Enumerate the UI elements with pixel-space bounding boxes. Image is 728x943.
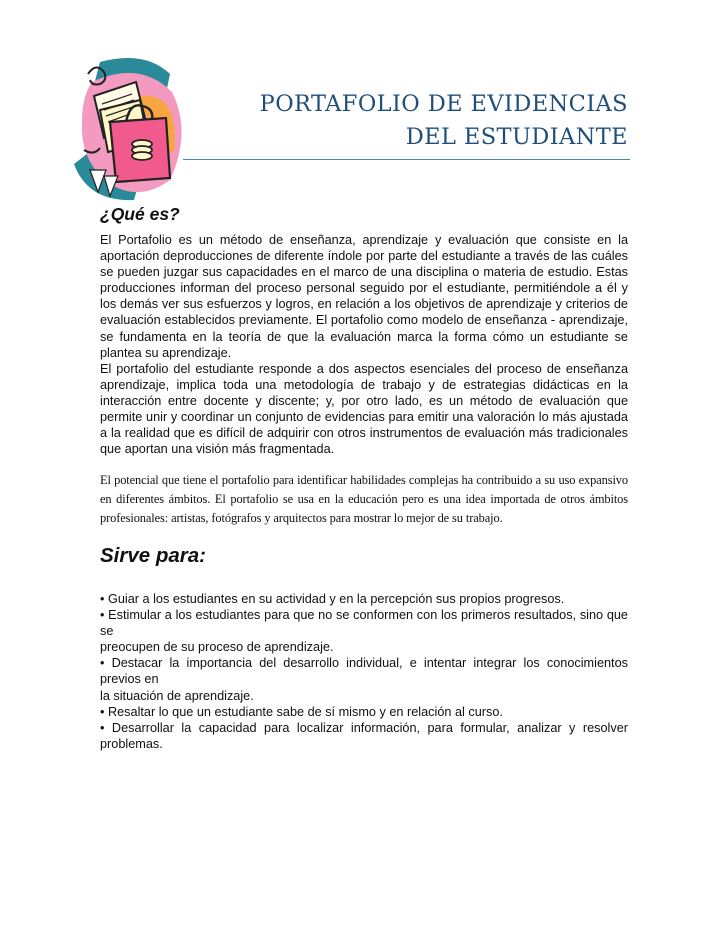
list-item [100, 607, 628, 655]
page-title [185, 88, 628, 154]
list-item-text: preocupen de su proceso de aprendizaje. [100, 640, 334, 655]
list-item [100, 591, 628, 607]
definition-block [100, 232, 628, 457]
section-purpose [100, 544, 628, 568]
section-heading-what-is: ¿Qué es? [100, 204, 180, 224]
list-item-text: • Resaltar lo que un estudiante sabe de sí mismo y en relación al curso. [100, 704, 503, 719]
list-item [100, 720, 628, 752]
potential-block [100, 471, 628, 528]
definition-paragraph-1: El Portafolio es un método de enseñanza, aprendizaje y evaluación que consiste en la aportación deproducciones de diferente índole por parte del estudiante a través de las cuáles se pueden juzgar sus capacidades en el marco de una disciplina o materia de estudio. Estas producciones informan del proceso personal seguido por el estudiante, permitiéndole a él y los demás ver sus esfuerzos y logros, en relación a los objetivos de aprendizaje y criterios de evaluación establecidos previamente. El portafolio como modelo de enseñanza - aprendizaje, se fundamenta en la teoría de que la evaluación marca la forma cómo un estudiante se plantea su aprendizaje. [100, 233, 628, 360]
title-divider [183, 159, 630, 160]
list-item-text: • Guiar a los estudiantes en su actividad y en la percepción sus propios progresos. [100, 592, 565, 606]
title-line-1: PORTAFOLIO DE EVIDENCIAS [259, 91, 628, 117]
list-item-text: • Estimular a los estudiantes para que no se conformen con los primeros resultados, sino que se [100, 608, 628, 639]
list-item-text: • Desarrollar la capacidad para localizar información, para formular, analizar y resolver problemas. [100, 720, 628, 751]
purpose-list [100, 591, 628, 752]
section-heading-purpose: Sirve para: [100, 544, 206, 567]
list-item [100, 704, 628, 720]
potential-paragraph: El potencial que tiene el portafolio para identificar habilidades complejas ha contribuido a su uso expansivo en diferentes ámbitos. El portafolio se usa en la educación pero es una idea importada de otros ámbitos profesionales: artistas, fotógrafos y arquitectos para mostrar lo mejor de su trabajo. [100, 473, 628, 525]
list-item-text: la situación de aprendizaje. [100, 688, 254, 703]
title-line-2: DEL ESTUDIANTE [405, 124, 628, 150]
definition-paragraph-2: El portafolio del estudiante responde a dos aspectos esenciales del proceso de enseñanza aprendizaje, implica toda una metodología de trabajo y de estrategias didácticas en la interacción entre docente y discente; y, por otro lado, es un método de evaluación que permite unir y coordinar un conjunto de evidencias para emitir una valoración lo más ajustada a la realidad que es difícil de adquirir con otros instrumentos de evaluación más tradicionales que aportan una visión más fragmentada. [100, 361, 628, 457]
portfolio-clipart-icon [70, 52, 190, 204]
list-item-text: • Destacar la importancia del desarrollo individual, e intentar integrar los conocimientos previos en [100, 656, 628, 687]
list-item [100, 655, 628, 703]
purpose-list-block [100, 591, 628, 752]
section-what-is [100, 204, 628, 225]
